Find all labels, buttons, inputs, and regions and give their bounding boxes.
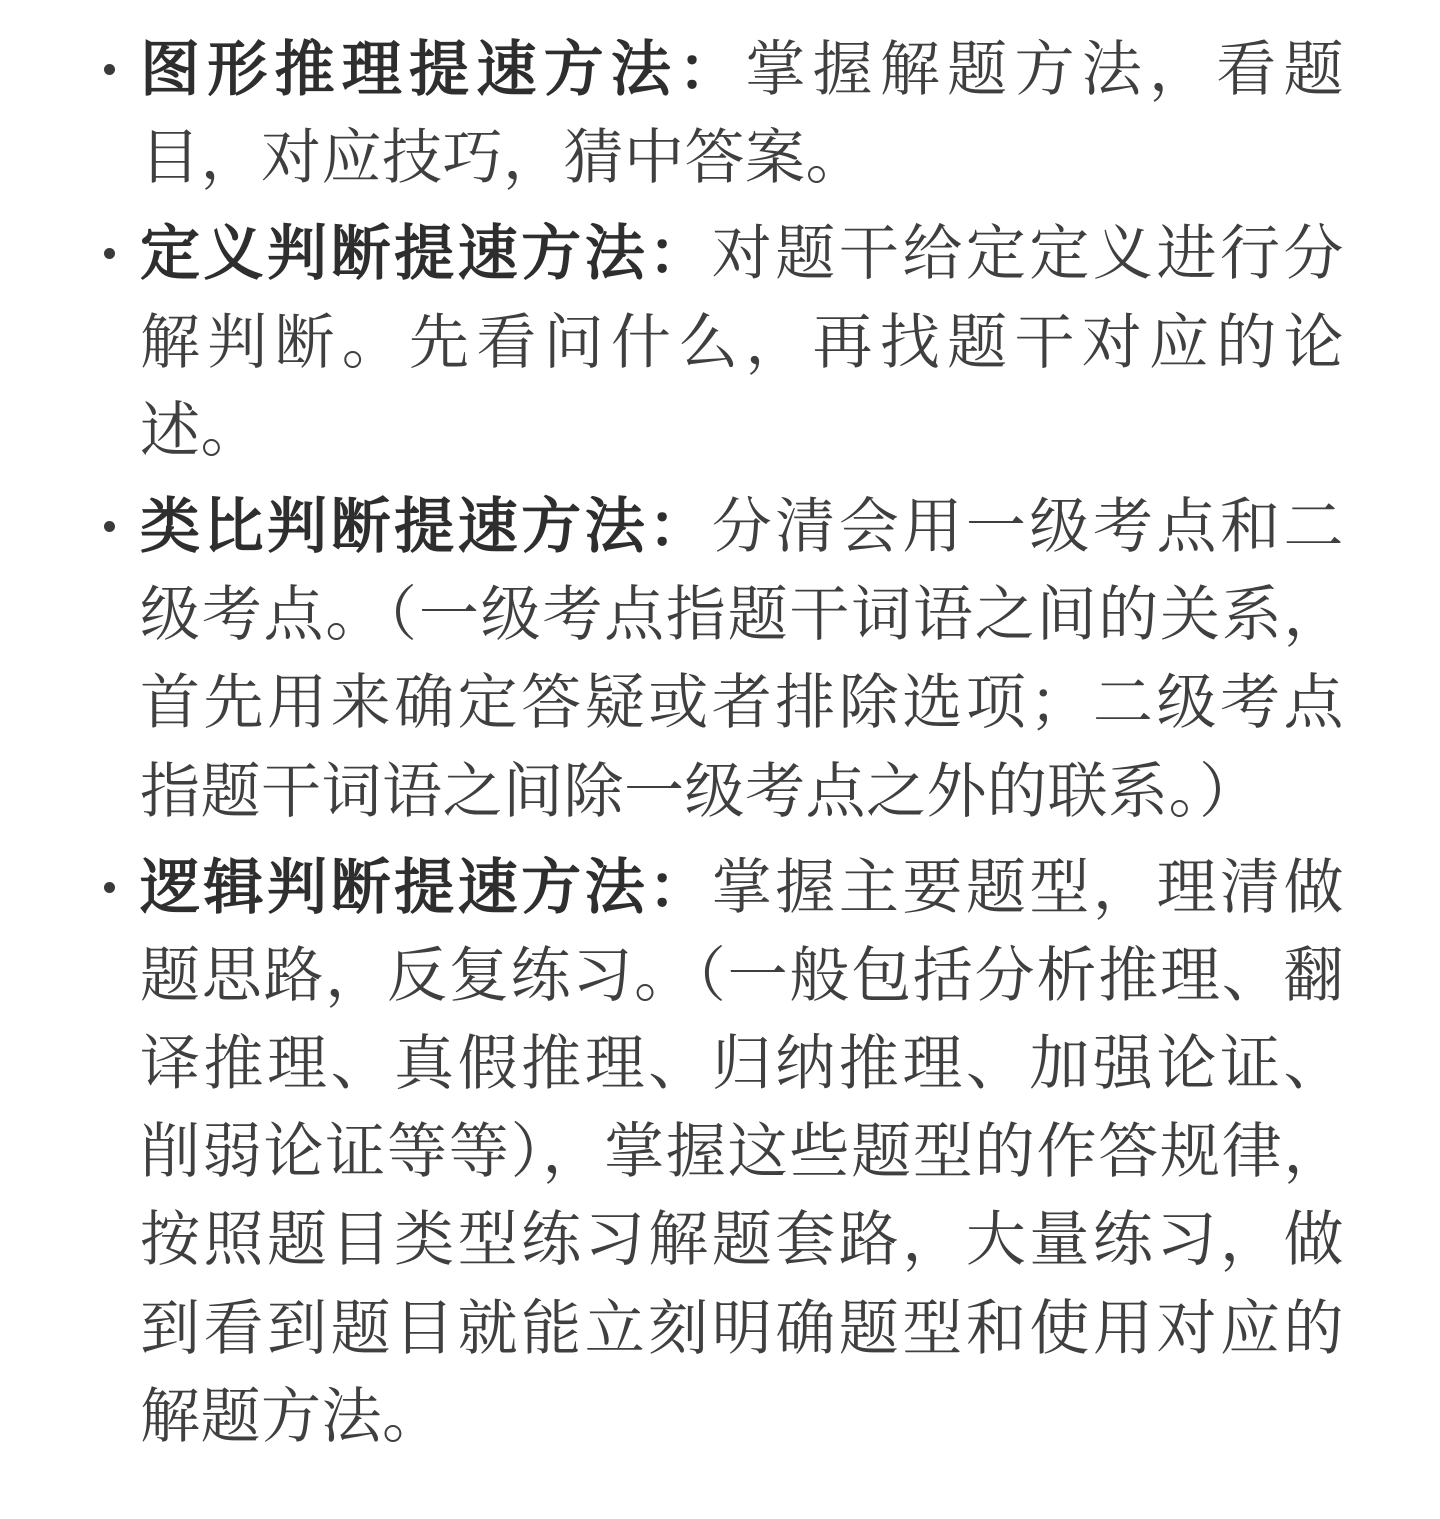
list-item-lead: 类比判断提速方法 xyxy=(140,492,649,560)
list-item-body: 对题干给定定义进行分解判断。先看问什么，再找题干对应的论述。 xyxy=(140,220,1345,464)
list-item-text xyxy=(140,210,1344,475)
list-item-body: 分清会用一级考点和二级考点。（一级考点指题干词语之间的关系，首先用来确定答疑或者排除选项；二级考点指题干词语之间除一级考点之外的联系。） xyxy=(140,492,1345,825)
list-item-separator: ： xyxy=(648,220,712,288)
list-item-separator: ： xyxy=(648,853,712,921)
list-item-separator: ： xyxy=(648,492,712,560)
list-item-separator: ： xyxy=(678,36,746,103)
list-item xyxy=(96,483,1344,836)
bullet-dot-icon xyxy=(104,64,115,75)
bullet-dot-icon xyxy=(104,882,115,893)
bullet-dot-icon xyxy=(104,521,115,532)
bullet-dot-icon xyxy=(104,248,115,259)
list-item xyxy=(96,210,1344,475)
list-item-text xyxy=(140,483,1344,836)
list-item-body: 掌握主要题型，理清做题思路，反复练习。（一般包括分析推理、翻译推理、真假推理、归纳推理、加强论证、削弱论证等等），掌握这些题型的作答规律，按照题目类型练习解题套路，大量练习，做到看到题目就能立刻明确题型和使用对应的解题方法。 xyxy=(140,853,1345,1450)
list-item-lead: 定义判断提速方法 xyxy=(140,220,649,288)
list-item-lead: 逻辑判断提速方法 xyxy=(140,853,649,921)
notes-list xyxy=(96,26,1344,1461)
list-item-lead: 图形推理提速方法 xyxy=(140,36,679,103)
list-item-text xyxy=(140,26,1344,202)
list-item xyxy=(96,844,1344,1461)
list-item xyxy=(96,26,1344,202)
list-item-body: 掌握解题方法，看题目，对应技巧，猜中答案。 xyxy=(140,36,1345,192)
list-item-text xyxy=(140,844,1344,1461)
